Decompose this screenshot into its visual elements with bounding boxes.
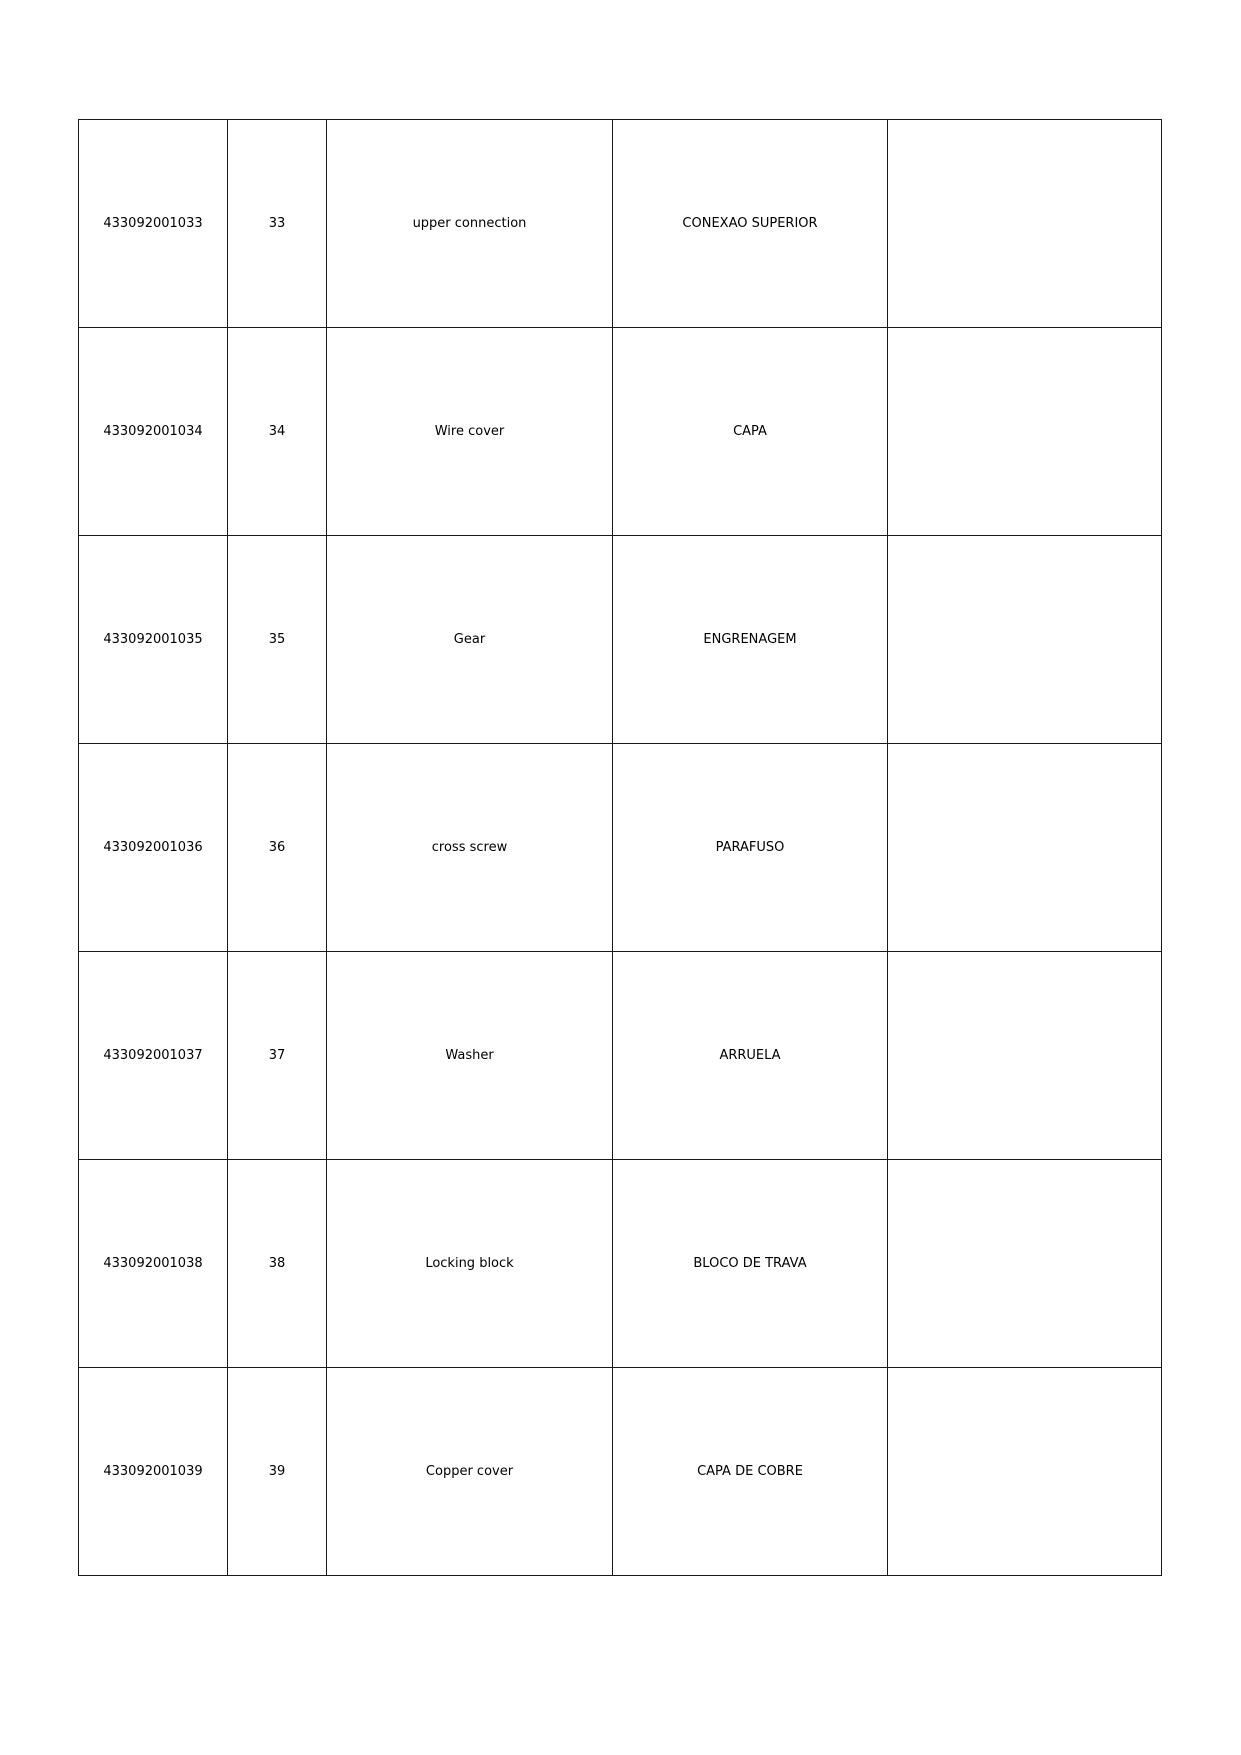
english-name-cell: Washer	[327, 952, 613, 1160]
notes-cell	[888, 536, 1162, 744]
part-code-cell: 433092001033	[79, 120, 228, 328]
part-code-cell: 433092001034	[79, 328, 228, 536]
portuguese-name-cell: BLOCO DE TRAVA	[613, 1160, 888, 1368]
notes-cell	[888, 1160, 1162, 1368]
notes-cell	[888, 744, 1162, 952]
english-name-cell: Gear	[327, 536, 613, 744]
portuguese-name-cell: CAPA DE COBRE	[613, 1368, 888, 1576]
part-code-cell: 433092001035	[79, 536, 228, 744]
item-number-cell: 37	[228, 952, 327, 1160]
part-code-cell: 433092001038	[79, 1160, 228, 1368]
english-name-cell: cross screw	[327, 744, 613, 952]
parts-table	[78, 119, 1162, 1576]
item-number-cell: 34	[228, 328, 327, 536]
portuguese-name-cell: ENGRENAGEM	[613, 536, 888, 744]
item-number-cell: 33	[228, 120, 327, 328]
notes-cell	[888, 328, 1162, 536]
item-number-cell: 38	[228, 1160, 327, 1368]
english-name-cell: Locking block	[327, 1160, 613, 1368]
english-name-cell: upper connection	[327, 120, 613, 328]
notes-cell	[888, 952, 1162, 1160]
english-name-cell: Wire cover	[327, 328, 613, 536]
notes-cell	[888, 120, 1162, 328]
table-row	[79, 744, 1162, 952]
portuguese-name-cell: CAPA	[613, 328, 888, 536]
table-row	[79, 952, 1162, 1160]
table-row	[79, 1160, 1162, 1368]
item-number-cell: 35	[228, 536, 327, 744]
part-code-cell: 433092001036	[79, 744, 228, 952]
part-code-cell: 433092001039	[79, 1368, 228, 1576]
table-row	[79, 120, 1162, 328]
part-code-cell: 433092001037	[79, 952, 228, 1160]
portuguese-name-cell: PARAFUSO	[613, 744, 888, 952]
english-name-cell: Copper cover	[327, 1368, 613, 1576]
parts-table-body	[79, 120, 1162, 1576]
table-row	[79, 328, 1162, 536]
item-number-cell: 39	[228, 1368, 327, 1576]
portuguese-name-cell: CONEXAO SUPERIOR	[613, 120, 888, 328]
table-row	[79, 1368, 1162, 1576]
item-number-cell: 36	[228, 744, 327, 952]
portuguese-name-cell: ARRUELA	[613, 952, 888, 1160]
notes-cell	[888, 1368, 1162, 1576]
table-row	[79, 536, 1162, 744]
